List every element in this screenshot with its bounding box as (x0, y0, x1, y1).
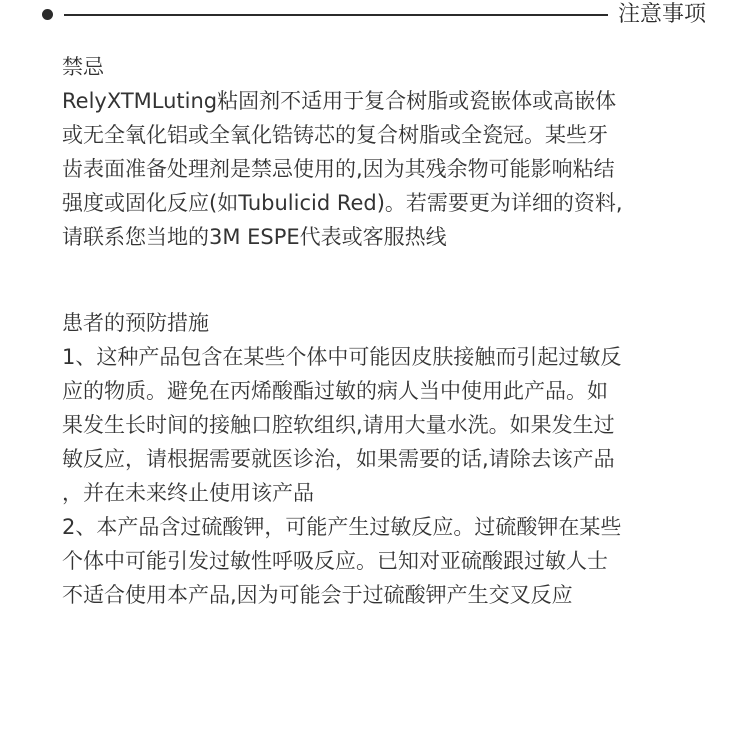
contraindications-line: 齿表面准备处理剂是禁忌使用的,因为其残余物可能影响粘结 (62, 157, 615, 181)
precautions-line: 2、本产品含过硫酸钾，可能产生过敏反应。过硫酸钾在某些 (62, 515, 622, 539)
section-spacer (62, 254, 722, 306)
precautions-line: 应的物质。避免在丙烯酸酯过敏的病人当中使用此产品。如 (62, 379, 608, 403)
contraindications-line: 强度或固化反应(如Tubulicid Red)。若需要更为详细的资料, (62, 191, 623, 215)
precautions-line: 个体中可能引发过敏性呼吸反应。已知对亚硫酸跟过敏人士 (62, 549, 608, 573)
contraindications-line: 请联系您当地的3M ESPE代表或客服热线 (62, 225, 447, 249)
precautions-line: 不适合使用本产品,因为可能会于过硫酸钾产生交叉反应 (62, 583, 573, 607)
section-title: 注意事项 (618, 2, 707, 27)
contraindications-line: 或无全氧化铝或全氧化锆铸芯的复合树脂或全瓷冠。某些牙 (62, 123, 608, 147)
precautions-heading: 患者的预防措施 (62, 311, 209, 335)
precautions-line: ，并在未来终止使用该产品 (62, 481, 314, 505)
contraindications-heading: 禁忌 (62, 55, 104, 79)
precautions-line: 果发生长时间的接触口腔软组织,请用大量水洗。如果发生过 (62, 413, 615, 437)
contraindications-line: RelyXTMLuting粘固剂不适用于复合树脂或瓷嵌体或高嵌体 (62, 89, 617, 113)
document-body (62, 50, 722, 612)
precautions-line: 敏反应，请根据需要就医诊治，如果需要的话,请除去该产品 (62, 447, 615, 471)
header-rule (64, 14, 608, 16)
precautions-line: 1、这种产品包含在某些个体中可能因皮肤接触而引起过敏反 (62, 345, 622, 369)
bullet-dot (42, 9, 53, 20)
section-header (0, 0, 750, 34)
